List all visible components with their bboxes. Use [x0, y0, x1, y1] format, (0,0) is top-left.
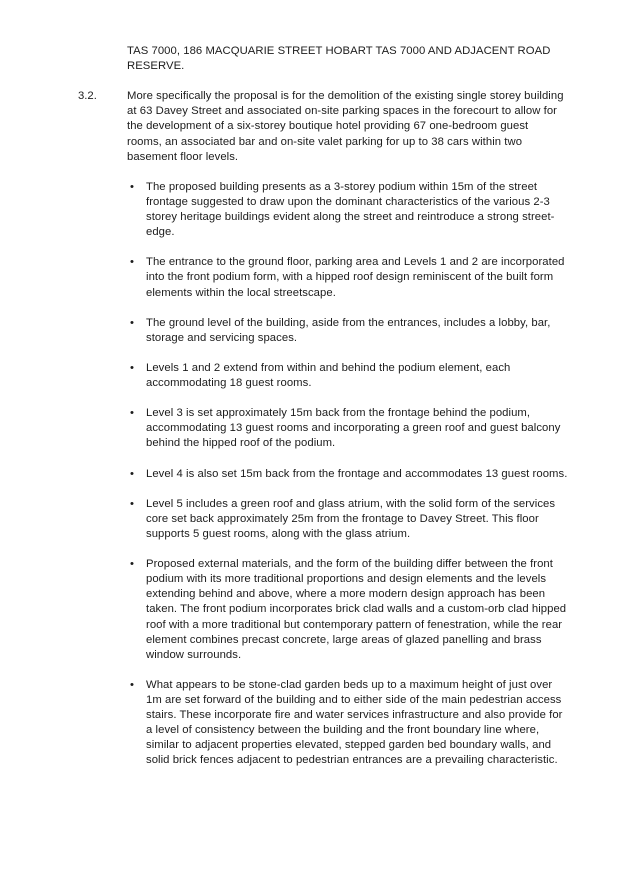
list-item-text: Level 5 includes a green roof and glass atrium, with the solid form of the services core set back approximately 25m from the frontage to Davey Street. This floor supports 5 guest rooms, along with the glass atrium. [146, 497, 556, 540]
list-item [130, 255, 570, 300]
list-item [130, 467, 570, 482]
bullet-icon: • [130, 467, 134, 480]
list-item [130, 406, 570, 451]
list-item-text: Levels 1 and 2 extend from within and behind the podium element, each accommodating 18 guest rooms. [146, 361, 511, 390]
heading-continuation-text: TAS 7000, 186 MACQUARIE STREET HOBART TAS 7000 AND ADJACENT ROAD RESERVE. [127, 45, 551, 73]
list-item [130, 361, 570, 391]
list-item [130, 497, 570, 542]
bullet-icon: • [130, 180, 134, 193]
bullet-icon: • [130, 678, 134, 691]
bullet-icon: • [130, 558, 134, 571]
list-item-text: The entrance to the ground floor, parking area and Levels 1 and 2 are incorporated into the front podium form, with a hipped roof design reminiscent of the built form elements within the local streetscape. [146, 256, 565, 299]
bullet-icon: • [130, 361, 134, 374]
bullet-icon: • [130, 497, 134, 510]
list-item-text: The proposed building presents as a 3-storey podium within 15m of the street frontage suggested to draw upon the dominant characteristics of the various 2-3 storey heritage buildings evident along the street and reintroduce a strong street-edge. [146, 180, 555, 239]
list-item [130, 557, 570, 663]
clause-3-2 [78, 89, 566, 164]
list-item [130, 678, 570, 769]
clause-number: 3.2. [78, 90, 97, 103]
bullet-icon: • [130, 407, 134, 420]
list-item-text: Level 4 is also set 15m back from the frontage and accommodates 13 guest rooms. [146, 467, 568, 480]
list-item [130, 316, 570, 346]
document-content [0, 44, 622, 769]
list-item-text: The ground level of the building, aside from the entrances, includes a lobby, bar, storage and servicing spaces. [146, 316, 551, 344]
clause-body-text: More specifically the proposal is for the demolition of the existing single storey building at 63 Davey Street and associated on-site parking spaces in the forecourt to allow for the development of a six-storey boutique hotel providing 67 one-bedroom guest rooms, an associated bar and on-site valet parking for up to 38 cars within two basement floor levels. [127, 90, 564, 163]
list-item [130, 180, 570, 240]
list-item-text: Level 3 is set approximately 15m back from the frontage behind the podium, accommodating 13 guest rooms and incorporating a green roof and guest balcony behind the hipped roof of the podium. [146, 407, 561, 450]
list-item-text: Proposed external materials, and the form of the building differ between the front podium with its more traditional proportions and design elements and the levels extending behind and above, where a more modern design approach has been taken. The front podium incorporates brick clad walls and a custom-orb clad hipped roof with a more traditional but contemporary pattern of fenestration, while the rear element combines precast concrete, large areas of glazed panelling and brass window surrounds. [146, 558, 567, 661]
bullet-icon: • [130, 316, 134, 329]
list-item-text: What appears to be stone-clad garden beds up to a maximum height of just over 1m are set forward of the building and to either side of the main pedestrian access stairs. These incorporate fire and water services infrastructure and also provide for a level of consistency between the building and the front boundary line where, similar to adjacent properties elevated, stepped garden bed boundary walls, and solid brick fences adjacent to pedestrian entrances are a prevailing characteristic. [146, 678, 563, 767]
bullet-icon: • [130, 256, 134, 269]
proposal-bullet-list [0, 180, 622, 769]
